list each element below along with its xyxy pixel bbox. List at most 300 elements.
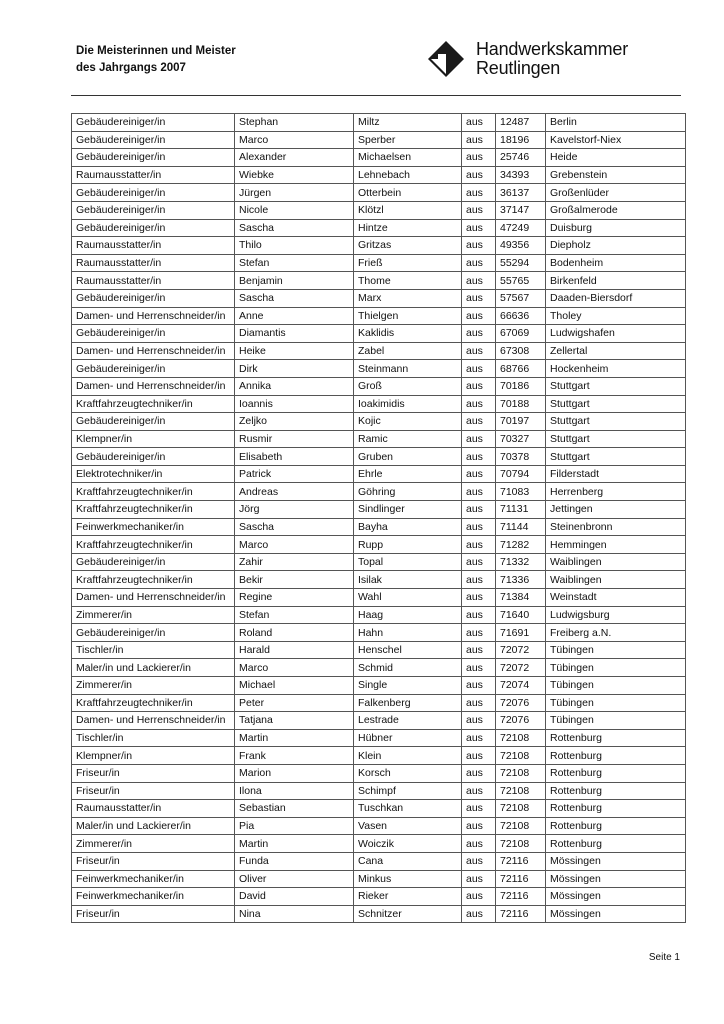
from-cell: aus	[462, 184, 496, 202]
city-cell: Herrenberg	[546, 483, 686, 501]
table-row	[72, 747, 686, 765]
postal-code-cell: 71083	[496, 483, 546, 501]
first-name-cell: Rusmir	[235, 430, 354, 448]
first-name-cell: Stefan	[235, 606, 354, 624]
first-name-cell: Sascha	[235, 219, 354, 237]
first-name-cell: Michael	[235, 677, 354, 695]
postal-code-cell: 72116	[496, 870, 546, 888]
last-name-cell: Topal	[354, 553, 462, 571]
first-name-cell: Harald	[235, 641, 354, 659]
table-row	[72, 553, 686, 571]
last-name-cell: Isilak	[354, 571, 462, 589]
city-cell: Rottenburg	[546, 817, 686, 835]
first-name-cell: Stefan	[235, 254, 354, 272]
table-row	[72, 325, 686, 343]
trade-cell: Gebäudereiniger/in	[72, 360, 235, 378]
trade-cell: Gebäudereiniger/in	[72, 201, 235, 219]
postal-code-cell: 55765	[496, 272, 546, 290]
trade-cell: Kraftfahrzeugtechniker/in	[72, 501, 235, 519]
first-name-cell: Thilo	[235, 237, 354, 255]
last-name-cell: Hintze	[354, 219, 462, 237]
postal-code-cell: 70197	[496, 413, 546, 431]
postal-code-cell: 18196	[496, 131, 546, 149]
trade-cell: Gebäudereiniger/in	[72, 149, 235, 167]
city-cell: Mössingen	[546, 870, 686, 888]
first-name-cell: Dirk	[235, 360, 354, 378]
from-cell: aus	[462, 342, 496, 360]
first-name-cell: Benjamin	[235, 272, 354, 290]
trade-cell: Gebäudereiniger/in	[72, 131, 235, 149]
table-row	[72, 870, 686, 888]
table-row	[72, 184, 686, 202]
table-row	[72, 905, 686, 923]
document-title	[76, 43, 236, 77]
trade-cell: Klempner/in	[72, 430, 235, 448]
first-name-cell: Elisabeth	[235, 448, 354, 466]
city-cell: Großenlüder	[546, 184, 686, 202]
postal-code-cell: 72108	[496, 782, 546, 800]
city-cell: Ludwigshafen	[546, 325, 686, 343]
first-name-cell: Anne	[235, 307, 354, 325]
trade-cell: Gebäudereiniger/in	[72, 114, 235, 132]
table-row	[72, 395, 686, 413]
last-name-cell: Ehrle	[354, 465, 462, 483]
from-cell: aus	[462, 131, 496, 149]
table-row	[72, 131, 686, 149]
first-name-cell: Stephan	[235, 114, 354, 132]
from-cell: aus	[462, 237, 496, 255]
trade-cell: Gebäudereiniger/in	[72, 553, 235, 571]
postal-code-cell: 72116	[496, 905, 546, 923]
from-cell: aus	[462, 518, 496, 536]
table-row	[72, 764, 686, 782]
postal-code-cell: 72108	[496, 764, 546, 782]
postal-code-cell: 71691	[496, 624, 546, 642]
from-cell: aus	[462, 729, 496, 747]
from-cell: aus	[462, 201, 496, 219]
trade-cell: Damen- und Herrenschneider/in	[72, 342, 235, 360]
city-cell: Berlin	[546, 114, 686, 132]
city-cell: Tübingen	[546, 641, 686, 659]
city-cell: Tholey	[546, 307, 686, 325]
postal-code-cell: 71336	[496, 571, 546, 589]
city-cell: Birkenfeld	[546, 272, 686, 290]
last-name-cell: Miltz	[354, 114, 462, 132]
trade-cell: Elektrotechniker/in	[72, 465, 235, 483]
from-cell: aus	[462, 641, 496, 659]
from-cell: aus	[462, 817, 496, 835]
table-row	[72, 465, 686, 483]
first-name-cell: Jürgen	[235, 184, 354, 202]
from-cell: aus	[462, 852, 496, 870]
trade-cell: Maler/in und Lackierer/in	[72, 659, 235, 677]
last-name-cell: Woiczik	[354, 835, 462, 853]
postal-code-cell: 71144	[496, 518, 546, 536]
first-name-cell: Diamantis	[235, 325, 354, 343]
chamber-logo-icon	[428, 41, 464, 77]
table-row	[72, 483, 686, 501]
first-name-cell: Ilona	[235, 782, 354, 800]
city-cell: Stuttgart	[546, 448, 686, 466]
from-cell: aus	[462, 325, 496, 343]
table-row	[72, 413, 686, 431]
table-row	[72, 659, 686, 677]
city-cell: Stuttgart	[546, 413, 686, 431]
trade-cell: Kraftfahrzeugtechniker/in	[72, 395, 235, 413]
postal-code-cell: 72116	[496, 888, 546, 906]
from-cell: aus	[462, 483, 496, 501]
document-title-line-1: Die Meisterinnen und Meister	[76, 45, 236, 57]
first-name-cell: Heike	[235, 342, 354, 360]
city-cell: Weinstadt	[546, 589, 686, 607]
from-cell: aus	[462, 571, 496, 589]
trade-cell: Gebäudereiniger/in	[72, 184, 235, 202]
trade-cell: Raumausstatter/in	[72, 166, 235, 184]
postal-code-cell: 34393	[496, 166, 546, 184]
trade-cell: Raumausstatter/in	[72, 254, 235, 272]
table-row	[72, 624, 686, 642]
last-name-cell: Sperber	[354, 131, 462, 149]
from-cell: aus	[462, 694, 496, 712]
first-name-cell: Martin	[235, 729, 354, 747]
last-name-cell: Henschel	[354, 641, 462, 659]
postal-code-cell: 70794	[496, 465, 546, 483]
city-cell: Grebenstein	[546, 166, 686, 184]
postal-code-cell: 36137	[496, 184, 546, 202]
last-name-cell: Thielgen	[354, 307, 462, 325]
trade-cell: Kraftfahrzeugtechniker/in	[72, 536, 235, 554]
from-cell: aus	[462, 624, 496, 642]
city-cell: Zellertal	[546, 342, 686, 360]
from-cell: aus	[462, 888, 496, 906]
postal-code-cell: 68766	[496, 360, 546, 378]
from-cell: aus	[462, 870, 496, 888]
city-cell: Ludwigsburg	[546, 606, 686, 624]
city-cell: Stuttgart	[546, 430, 686, 448]
from-cell: aus	[462, 501, 496, 519]
first-name-cell: Sascha	[235, 289, 354, 307]
table-row	[72, 835, 686, 853]
last-name-cell: Cana	[354, 852, 462, 870]
trade-cell: Friseur/in	[72, 764, 235, 782]
from-cell: aus	[462, 835, 496, 853]
table-row	[72, 712, 686, 730]
city-cell: Großalmerode	[546, 201, 686, 219]
city-cell: Diepholz	[546, 237, 686, 255]
postal-code-cell: 25746	[496, 149, 546, 167]
table-row	[72, 518, 686, 536]
last-name-cell: Wahl	[354, 589, 462, 607]
city-cell: Freiberg a.N.	[546, 624, 686, 642]
city-cell: Tübingen	[546, 712, 686, 730]
from-cell: aus	[462, 465, 496, 483]
from-cell: aus	[462, 536, 496, 554]
city-cell: Rottenburg	[546, 747, 686, 765]
from-cell: aus	[462, 677, 496, 695]
trade-cell: Gebäudereiniger/in	[72, 624, 235, 642]
table-row	[72, 360, 686, 378]
from-cell: aus	[462, 712, 496, 730]
last-name-cell: Vasen	[354, 817, 462, 835]
postal-code-cell: 72116	[496, 852, 546, 870]
postal-code-cell: 67069	[496, 325, 546, 343]
last-name-cell: Klein	[354, 747, 462, 765]
from-cell: aus	[462, 553, 496, 571]
city-cell: Rottenburg	[546, 764, 686, 782]
table-row	[72, 166, 686, 184]
first-name-cell: Sascha	[235, 518, 354, 536]
from-cell: aus	[462, 764, 496, 782]
first-name-cell: Roland	[235, 624, 354, 642]
from-cell: aus	[462, 800, 496, 818]
postal-code-cell: 71131	[496, 501, 546, 519]
postal-code-cell: 71282	[496, 536, 546, 554]
trade-cell: Damen- und Herrenschneider/in	[72, 307, 235, 325]
table-row	[72, 501, 686, 519]
from-cell: aus	[462, 307, 496, 325]
first-name-cell: Marco	[235, 131, 354, 149]
last-name-cell: Schnitzer	[354, 905, 462, 923]
postal-code-cell: 71384	[496, 589, 546, 607]
table-row	[72, 201, 686, 219]
city-cell: Tübingen	[546, 659, 686, 677]
trade-cell: Raumausstatter/in	[72, 237, 235, 255]
handwerkskammer-logo	[428, 40, 628, 78]
first-name-cell: Marco	[235, 536, 354, 554]
first-name-cell: Annika	[235, 377, 354, 395]
last-name-cell: Kojic	[354, 413, 462, 431]
trade-cell: Damen- und Herrenschneider/in	[72, 712, 235, 730]
table-row	[72, 571, 686, 589]
city-cell: Stuttgart	[546, 395, 686, 413]
city-cell: Daaden-Biersdorf	[546, 289, 686, 307]
postal-code-cell: 71332	[496, 553, 546, 571]
table-row	[72, 641, 686, 659]
trade-cell: Feinwerkmechaniker/in	[72, 870, 235, 888]
first-name-cell: David	[235, 888, 354, 906]
trade-cell: Tischler/in	[72, 729, 235, 747]
trade-cell: Raumausstatter/in	[72, 272, 235, 290]
table-row	[72, 289, 686, 307]
last-name-cell: Frieß	[354, 254, 462, 272]
table-row	[72, 237, 686, 255]
postal-code-cell: 72076	[496, 712, 546, 730]
postal-code-cell: 72108	[496, 817, 546, 835]
table-row	[72, 729, 686, 747]
trade-cell: Damen- und Herrenschneider/in	[72, 589, 235, 607]
trade-cell: Gebäudereiniger/in	[72, 325, 235, 343]
city-cell: Rottenburg	[546, 835, 686, 853]
trade-cell: Kraftfahrzeugtechniker/in	[72, 483, 235, 501]
city-cell: Duisburg	[546, 219, 686, 237]
city-cell: Bodenheim	[546, 254, 686, 272]
last-name-cell: Falkenberg	[354, 694, 462, 712]
postal-code-cell: 70188	[496, 395, 546, 413]
last-name-cell: Sindlinger	[354, 501, 462, 519]
last-name-cell: Lestrade	[354, 712, 462, 730]
postal-code-cell: 70327	[496, 430, 546, 448]
last-name-cell: Rieker	[354, 888, 462, 906]
city-cell: Filderstadt	[546, 465, 686, 483]
from-cell: aus	[462, 448, 496, 466]
last-name-cell: Ramic	[354, 430, 462, 448]
table-row	[72, 852, 686, 870]
trade-cell: Gebäudereiniger/in	[72, 219, 235, 237]
from-cell: aus	[462, 377, 496, 395]
page-number: Seite 1	[648, 952, 680, 963]
postal-code-cell: 72108	[496, 729, 546, 747]
table-row	[72, 149, 686, 167]
postal-code-cell: 72072	[496, 659, 546, 677]
trade-cell: Maler/in und Lackierer/in	[72, 817, 235, 835]
table-row	[72, 430, 686, 448]
first-name-cell: Marco	[235, 659, 354, 677]
first-name-cell: Funda	[235, 852, 354, 870]
from-cell: aus	[462, 166, 496, 184]
postal-code-cell: 66636	[496, 307, 546, 325]
last-name-cell: Klötzl	[354, 201, 462, 219]
table-row	[72, 536, 686, 554]
table-row	[72, 272, 686, 290]
city-cell: Tübingen	[546, 694, 686, 712]
document-title-line-2: des Jahrgangs 2007	[76, 62, 186, 74]
trade-cell: Damen- und Herrenschneider/in	[72, 377, 235, 395]
logo-wordmark	[476, 40, 628, 78]
trade-cell: Gebäudereiniger/in	[72, 448, 235, 466]
from-cell: aus	[462, 782, 496, 800]
city-cell: Stuttgart	[546, 377, 686, 395]
last-name-cell: Gruben	[354, 448, 462, 466]
first-name-cell: Ioannis	[235, 395, 354, 413]
table-row	[72, 888, 686, 906]
first-name-cell: Wiebke	[235, 166, 354, 184]
first-name-cell: Jörg	[235, 501, 354, 519]
trade-cell: Zimmerer/in	[72, 835, 235, 853]
logo-line-1: Handwerkskammer	[476, 39, 629, 59]
postal-code-cell: 47249	[496, 219, 546, 237]
first-name-cell: Frank	[235, 747, 354, 765]
postal-code-cell: 72076	[496, 694, 546, 712]
first-name-cell: Tatjana	[235, 712, 354, 730]
first-name-cell: Zahir	[235, 553, 354, 571]
city-cell: Mössingen	[546, 888, 686, 906]
city-cell: Waiblingen	[546, 571, 686, 589]
first-name-cell: Peter	[235, 694, 354, 712]
from-cell: aus	[462, 905, 496, 923]
city-cell: Heide	[546, 149, 686, 167]
table-row	[72, 342, 686, 360]
postal-code-cell: 70186	[496, 377, 546, 395]
from-cell: aus	[462, 430, 496, 448]
from-cell: aus	[462, 272, 496, 290]
from-cell: aus	[462, 360, 496, 378]
last-name-cell: Michaelsen	[354, 149, 462, 167]
last-name-cell: Groß	[354, 377, 462, 395]
postal-code-cell: 72108	[496, 800, 546, 818]
trade-cell: Friseur/in	[72, 852, 235, 870]
table-body	[72, 114, 686, 923]
city-cell: Waiblingen	[546, 553, 686, 571]
first-name-cell: Alexander	[235, 149, 354, 167]
last-name-cell: Thome	[354, 272, 462, 290]
trade-cell: Feinwerkmechaniker/in	[72, 518, 235, 536]
trade-cell: Kraftfahrzeugtechniker/in	[72, 571, 235, 589]
table-row	[72, 589, 686, 607]
logo-line-2: Reutlingen	[476, 58, 561, 78]
trade-cell: Gebäudereiniger/in	[72, 289, 235, 307]
first-name-cell: Oliver	[235, 870, 354, 888]
city-cell: Tübingen	[546, 677, 686, 695]
from-cell: aus	[462, 114, 496, 132]
last-name-cell: Korsch	[354, 764, 462, 782]
postal-code-cell: 37147	[496, 201, 546, 219]
trade-cell: Kraftfahrzeugtechniker/in	[72, 694, 235, 712]
table-row	[72, 606, 686, 624]
first-name-cell: Marion	[235, 764, 354, 782]
trade-cell: Feinwerkmechaniker/in	[72, 888, 235, 906]
city-cell: Kavelstorf-Niex	[546, 131, 686, 149]
trade-cell: Zimmerer/in	[72, 677, 235, 695]
from-cell: aus	[462, 589, 496, 607]
from-cell: aus	[462, 747, 496, 765]
last-name-cell: Ioakimidis	[354, 395, 462, 413]
postal-code-cell: 57567	[496, 289, 546, 307]
first-name-cell: Sebastian	[235, 800, 354, 818]
trade-cell: Tischler/in	[72, 641, 235, 659]
trade-cell: Zimmerer/in	[72, 606, 235, 624]
first-name-cell: Pia	[235, 817, 354, 835]
postal-code-cell: 55294	[496, 254, 546, 272]
from-cell: aus	[462, 395, 496, 413]
table-row	[72, 817, 686, 835]
last-name-cell: Steinmann	[354, 360, 462, 378]
last-name-cell: Kaklidis	[354, 325, 462, 343]
postal-code-cell: 67308	[496, 342, 546, 360]
city-cell: Rottenburg	[546, 729, 686, 747]
master-graduates-table	[71, 113, 686, 923]
last-name-cell: Schimpf	[354, 782, 462, 800]
postal-code-cell: 71640	[496, 606, 546, 624]
last-name-cell: Otterbein	[354, 184, 462, 202]
city-cell: Rottenburg	[546, 782, 686, 800]
table-row	[72, 377, 686, 395]
table-row	[72, 448, 686, 466]
trade-cell: Friseur/in	[72, 905, 235, 923]
last-name-cell: Zabel	[354, 342, 462, 360]
postal-code-cell: 72072	[496, 641, 546, 659]
city-cell: Jettingen	[546, 501, 686, 519]
first-name-cell: Zeljko	[235, 413, 354, 431]
trade-cell: Gebäudereiniger/in	[72, 413, 235, 431]
from-cell: aus	[462, 254, 496, 272]
from-cell: aus	[462, 289, 496, 307]
last-name-cell: Göhring	[354, 483, 462, 501]
last-name-cell: Schmid	[354, 659, 462, 677]
last-name-cell: Single	[354, 677, 462, 695]
city-cell: Hockenheim	[546, 360, 686, 378]
table-row	[72, 782, 686, 800]
postal-code-cell: 70378	[496, 448, 546, 466]
trade-cell: Klempner/in	[72, 747, 235, 765]
first-name-cell: Regine	[235, 589, 354, 607]
last-name-cell: Bayha	[354, 518, 462, 536]
trade-cell: Friseur/in	[72, 782, 235, 800]
postal-code-cell: 72074	[496, 677, 546, 695]
from-cell: aus	[462, 413, 496, 431]
city-cell: Rottenburg	[546, 800, 686, 818]
last-name-cell: Lehnebach	[354, 166, 462, 184]
postal-code-cell: 72108	[496, 747, 546, 765]
